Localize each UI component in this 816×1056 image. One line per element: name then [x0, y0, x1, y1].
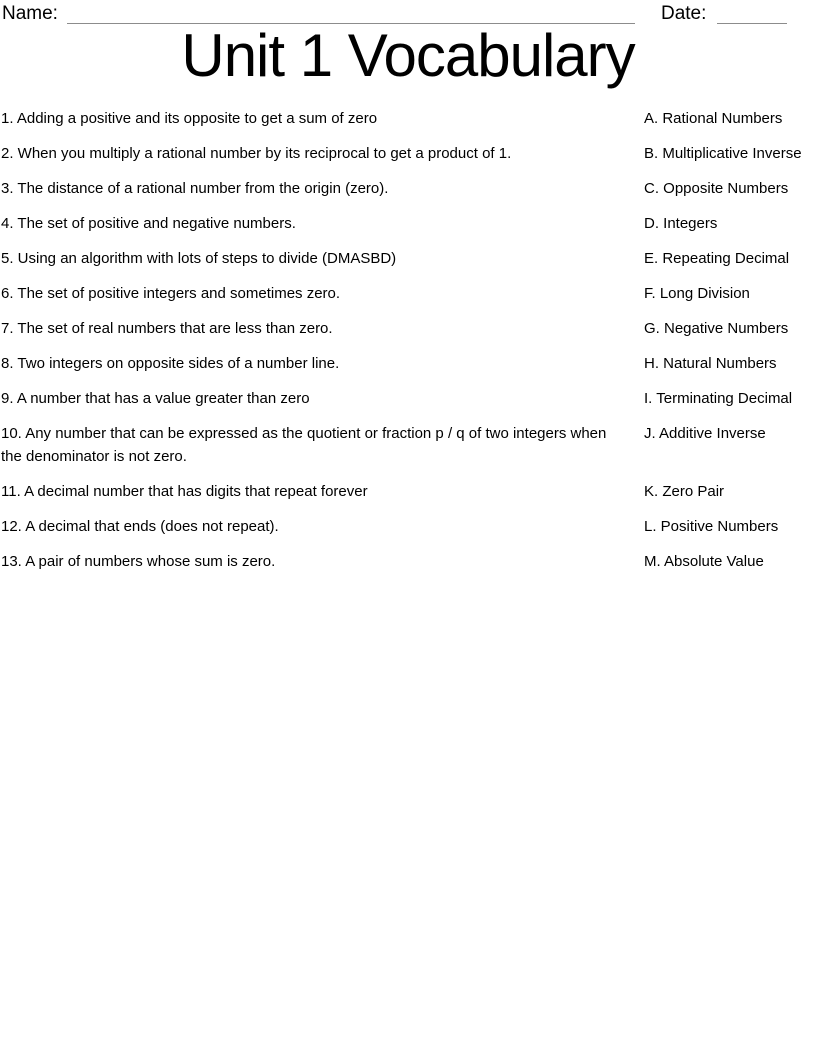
question-item: 3. The distance of a rational number from the origin (zero).: [1, 180, 389, 197]
answer-item: M. Absolute Value: [644, 553, 764, 570]
answer-item: L. Positive Numbers: [644, 518, 779, 535]
match-row: [1, 515, 816, 538]
page-title: Unit 1 Vocabulary: [181, 22, 635, 89]
question-item: 6. The set of positive integers and sometimes zero.: [1, 285, 341, 302]
answer-item: K. Zero Pair: [644, 483, 725, 500]
match-row: [1, 317, 816, 340]
match-row: [1, 480, 816, 503]
answer-item: F. Long Division: [644, 285, 750, 302]
match-row: [1, 212, 816, 235]
matching-list: [0, 107, 816, 573]
question-item: 7. The set of real numbers that are less than zero.: [1, 320, 333, 337]
question-item: 2. When you multiply a rational number by its reciprocal to get a product of 1.: [1, 145, 512, 162]
match-row: [1, 142, 816, 165]
question-item: 4. The set of positive and negative numbers.: [1, 215, 296, 232]
match-row: [1, 352, 816, 375]
answer-item: J. Additive Inverse: [644, 425, 766, 442]
date-label: Date:: [660, 3, 707, 24]
match-row: [1, 247, 816, 270]
answer-item: E. Repeating Decimal: [644, 250, 790, 267]
question-item: 12. A decimal that ends (does not repeat).: [1, 518, 279, 535]
question-item: 11. A decimal number that has digits that repeat forever: [1, 483, 368, 500]
date-blank-line: [717, 3, 787, 24]
answer-item: I. Terminating Decimal: [644, 390, 793, 407]
answer-item: C. Opposite Numbers: [644, 180, 789, 197]
name-label: Name:: [2, 3, 58, 24]
match-row: [1, 282, 816, 305]
answer-item: G. Negative Numbers: [644, 320, 789, 337]
name-blank-line: [67, 3, 635, 24]
question-item: 5. Using an algorithm with lots of steps to divide (DMASBD): [1, 250, 397, 267]
answer-item: D. Integers: [644, 215, 718, 232]
question-item: 13. A pair of numbers whose sum is zero.: [1, 553, 276, 570]
question-item: 10. Any number that can be expressed as the quotient or fraction p / q of two integers when the denominator is not zero.: [1, 425, 607, 465]
match-row: [1, 177, 816, 200]
question-item: 8. Two integers on opposite sides of a number line.: [1, 355, 340, 372]
match-row: [1, 550, 816, 573]
question-item: 1. Adding a positive and its opposite to get a sum of zero: [1, 110, 378, 127]
match-row: [1, 387, 816, 410]
match-row: [1, 107, 816, 130]
answer-item: A. Rational Numbers: [644, 110, 783, 127]
answer-item: H. Natural Numbers: [644, 355, 777, 372]
question-item: 9. A number that has a value greater than zero: [1, 390, 310, 407]
answer-item: B. Multiplicative Inverse: [644, 145, 802, 162]
match-row: [1, 422, 816, 468]
